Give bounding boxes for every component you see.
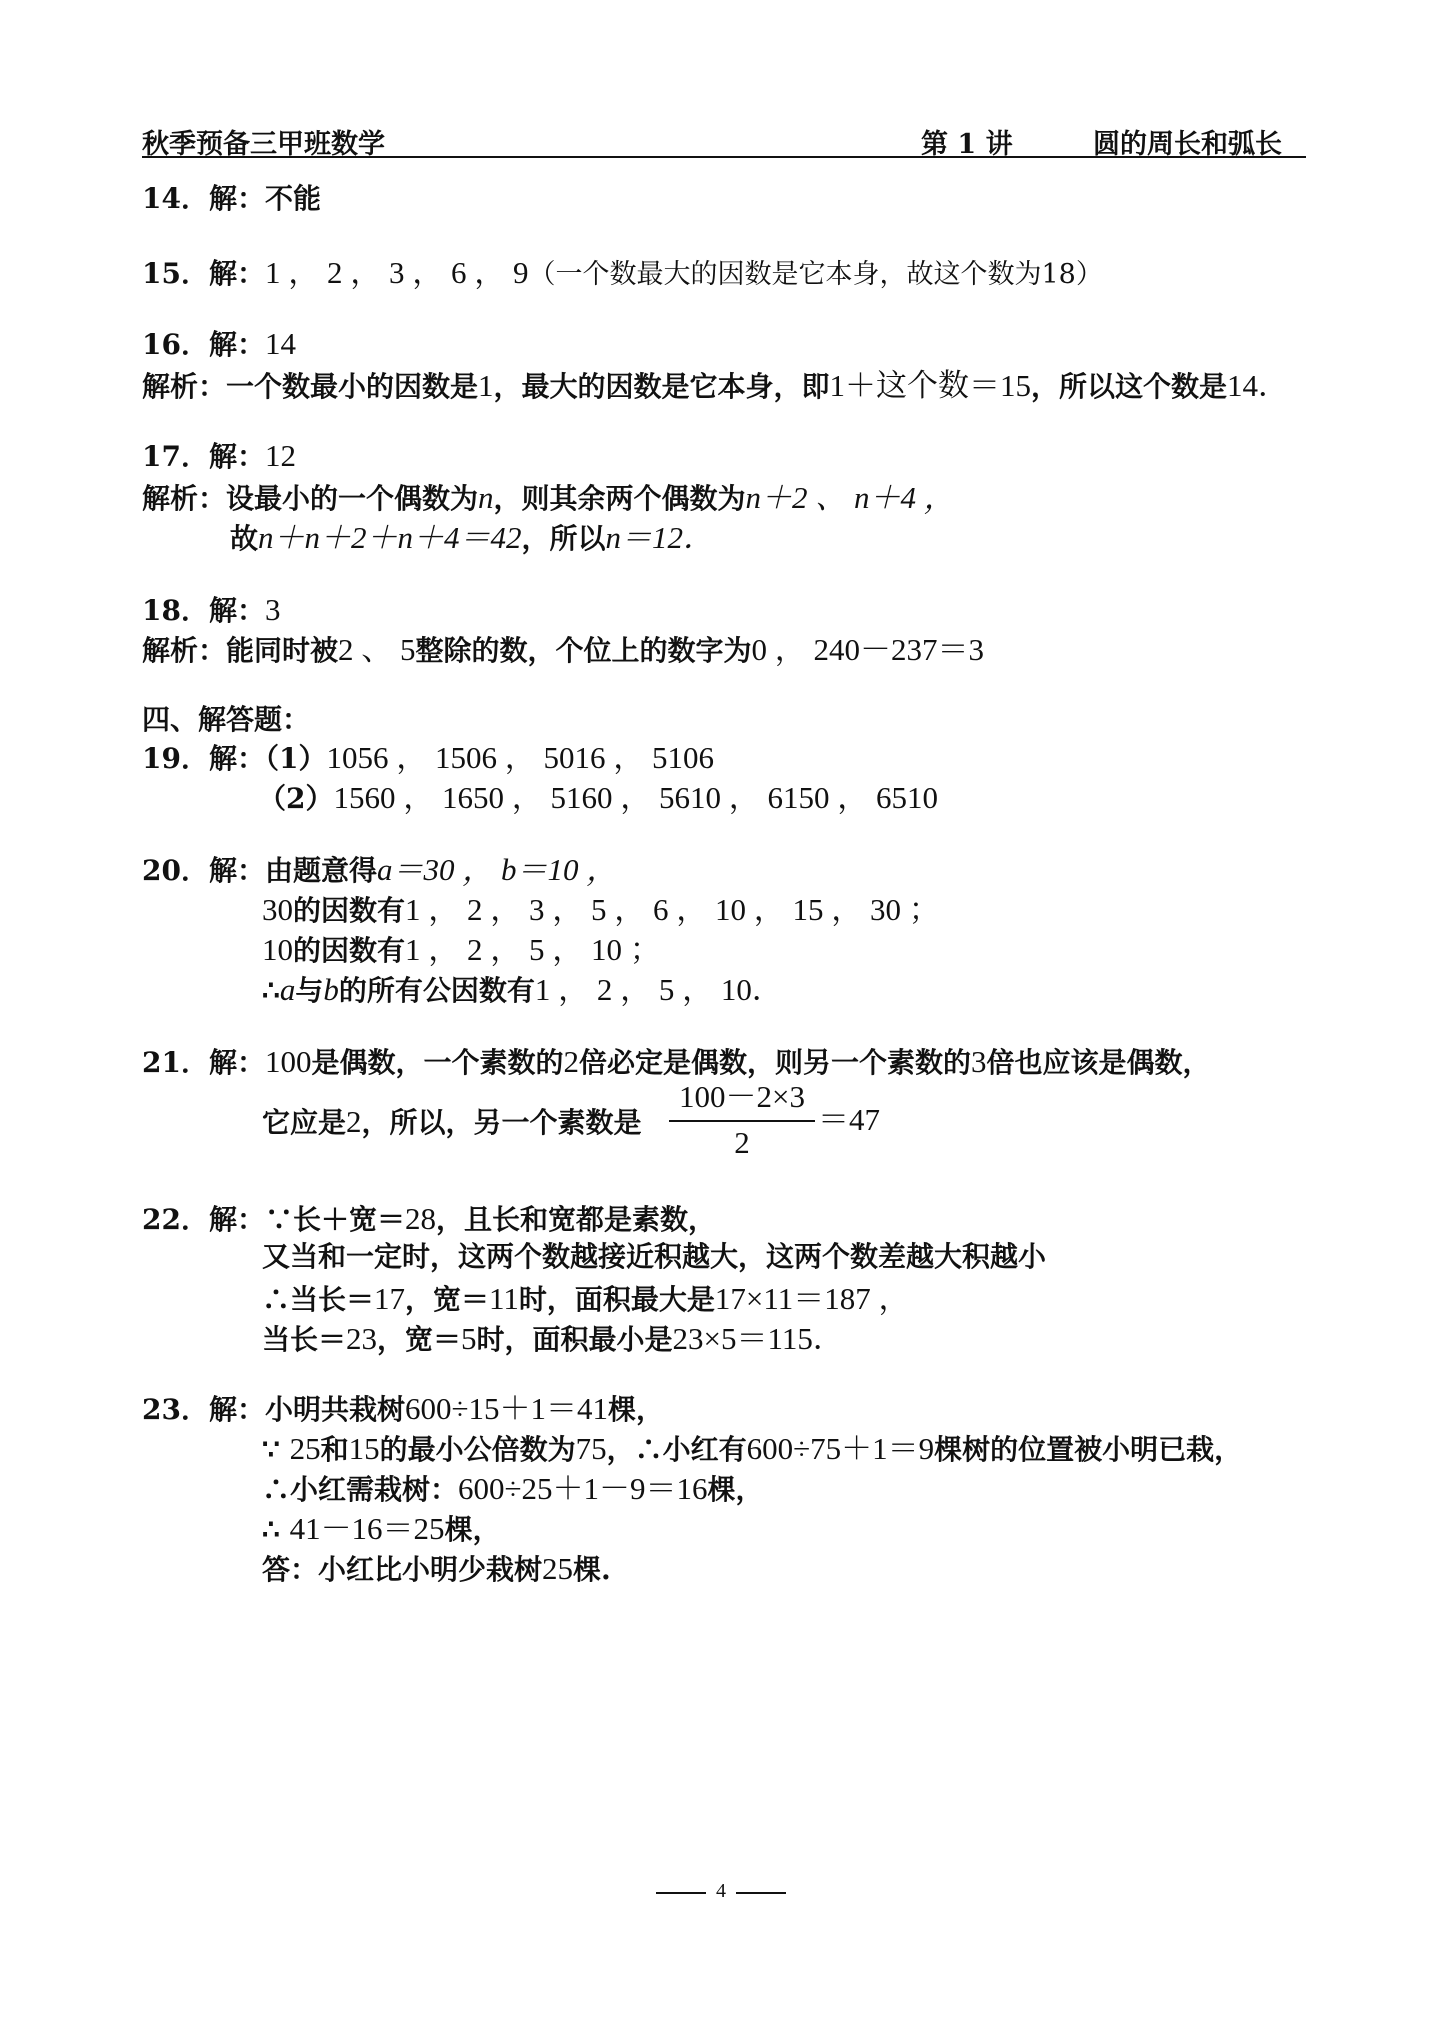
q14: [142, 182, 321, 215]
q18-analysis: [142, 634, 984, 665]
q15-jie: 解：: [208, 257, 265, 290]
q22-l1-num: 28: [405, 1201, 436, 1236]
q22-l4-num-2: 5: [461, 1321, 477, 1356]
q14-answer: 不能: [264, 182, 321, 215]
q21-fraction: [669, 1080, 815, 1160]
q16-analysis-text-2: ，最大的因数是它本身，即: [493, 370, 830, 403]
q20-line3: [262, 934, 661, 965]
q20-jie: 解：: [208, 854, 265, 887]
q22-l4-math: 23×5＝115．: [672, 1321, 844, 1356]
q22-line1: [142, 1203, 716, 1234]
q19-line2: [258, 782, 938, 813]
q21-fraction-result: ＝47: [818, 1102, 880, 1137]
q20-l3-text: 的因数有: [293, 934, 406, 967]
q23-line5: [262, 1553, 611, 1584]
q20-line1: [142, 854, 617, 885]
q22-l3-num-2: 11: [489, 1281, 519, 1316]
q22-l4-num-1: 23: [346, 1321, 378, 1356]
q21-l2-text-1: 它应是: [262, 1106, 347, 1139]
q23-l2-text-2: 的最小公倍数为: [379, 1433, 576, 1466]
q14-number: 14．: [142, 182, 209, 215]
q21-l1-text-2: 倍必定是偶数，则另一个素数的: [579, 1046, 972, 1079]
q23-l1-math: 600÷15＋1＝41: [405, 1391, 609, 1426]
q19-line1: [142, 742, 714, 773]
q17-analysis-line1: [142, 482, 955, 513]
q21-l2-text-2: ，所以，另一个素数是: [361, 1106, 642, 1139]
q19-jie: 解：: [208, 742, 265, 775]
q22-line4: [262, 1323, 844, 1354]
q21-number: 21．: [142, 1046, 209, 1079]
q23-l1-text-2: 棵，: [608, 1393, 665, 1426]
q21-jie: 解：: [208, 1046, 265, 1079]
q22-number: 22．: [142, 1203, 209, 1236]
q16-analysis: [142, 370, 1289, 401]
q14-jie: 解：: [208, 182, 265, 215]
q17-l2-text-2: ，所以: [521, 522, 606, 555]
header-lecture: 第 1 讲: [921, 129, 1013, 160]
q23-l2-num-1: 25: [289, 1431, 321, 1466]
q23-line4: [262, 1513, 501, 1544]
q21-fraction-bar: [669, 1120, 815, 1122]
q21-l1-num-1: 100: [264, 1044, 312, 1079]
q22-line2: 又当和一定时，这两个数越接近积越大，这两个数差越大积越小: [262, 1240, 1047, 1273]
q22-l3-num-1: 17: [374, 1281, 406, 1316]
q23-l3-text-1: ∴小红需栽树：: [262, 1473, 459, 1506]
q23-l4-therefore: ∴: [262, 1513, 290, 1546]
q21-l1-text-3: 倍也应该是偶数，: [986, 1046, 1211, 1079]
q21-l1-num-3: 3: [971, 1044, 987, 1079]
q20-l2-num: 30: [262, 892, 293, 927]
q22-l1-text-2: ，且长和宽都是素数，: [436, 1203, 717, 1236]
q17-l1-math: n＋2 、 n＋4 ，: [745, 480, 955, 515]
q18-answer: 3: [264, 592, 281, 627]
q22-l1-text-1: ∵长＋宽＝: [264, 1203, 405, 1236]
q23-l2-num-3: 75: [575, 1431, 607, 1466]
q23-line1: [142, 1393, 664, 1424]
q15-note: （一个数最大的因数是它本身，故这个数为18）: [528, 259, 1103, 290]
q19-part2-label: （2）: [258, 782, 334, 815]
q23-l2-because: ∵: [262, 1433, 290, 1466]
q21-line1: [142, 1046, 1211, 1077]
q21-fraction-denominator: 2: [734, 1125, 750, 1160]
q23-l3-math: 600÷25＋1－9＝16: [458, 1471, 708, 1506]
q18-jie: 解：: [208, 594, 265, 627]
q20-line2: [262, 894, 940, 925]
q18-analysis-text-2: 整除的数，个位上的数字为: [415, 634, 752, 667]
q17-number: 17．: [142, 440, 209, 473]
q17-answer: 12: [264, 438, 296, 473]
q21-fraction-numerator: 100－2×3: [679, 1079, 805, 1114]
q20-l3-list: 1 ， 2 ， 5 ， 10 ；: [405, 932, 661, 967]
q17-l1-var-n: n: [478, 480, 494, 515]
q20-line4: [262, 974, 783, 1005]
q23-l1-text-1: 小明共栽树: [264, 1393, 405, 1426]
q16-title: [142, 328, 296, 359]
q18-number: 18．: [142, 594, 209, 627]
q23-l3-text-2: 棵，: [707, 1473, 764, 1506]
footer-dash-right: [736, 1892, 786, 1894]
q23-l4-text: 棵，: [444, 1513, 501, 1546]
q21-l1-text-1: 是偶数，一个素数的: [311, 1046, 564, 1079]
q23-l2-text-1: 和: [320, 1433, 349, 1466]
q16-analysis-text-3: ，所以这个数是: [1031, 370, 1228, 403]
q23-l5-text-1: 答：小红比小明少栽树: [262, 1553, 543, 1586]
q22-line3: [262, 1283, 910, 1314]
q23-l2-text-4: 棵树的位置被小明已栽，: [934, 1433, 1243, 1466]
q18-analysis-math-2: 0 ， 240－237＝3: [751, 632, 985, 667]
q19-part1-answer: 1056 ， 1506 ， 5016 ， 5106: [326, 740, 714, 775]
q20-l1-math: a＝30 ， b＝10 ，: [377, 852, 618, 887]
q22-l3-text-2: ，宽＝: [405, 1283, 490, 1316]
q20-l3-num: 10: [262, 932, 293, 967]
q17-l2-math-2: n＝12．: [605, 520, 715, 555]
q18-analysis-text-1: 解析：能同时被: [142, 634, 339, 667]
q23-l5-num: 25: [542, 1551, 574, 1586]
q23-l2-num-2: 15: [348, 1431, 380, 1466]
q23-l4-math: 41－16＝25: [289, 1511, 445, 1546]
q23-line2: [262, 1433, 1242, 1464]
q23-l5-text-2: 棵.: [573, 1553, 611, 1586]
q16-jie: 解：: [208, 328, 265, 361]
header-course: 秋季预备三甲班数学: [142, 129, 385, 160]
q22-l3-math: 17×11＝187 ，: [714, 1281, 910, 1316]
q20-l4-list: 1 ， 2 ， 5 ， 10．: [534, 972, 783, 1007]
q16-analysis-math-1: 1: [478, 368, 494, 403]
q20-number: 20．: [142, 854, 209, 887]
q17-l2-text-1: 故: [230, 522, 259, 555]
q16-analysis-math-3: 14．: [1227, 368, 1290, 403]
page-number: 4: [716, 1880, 726, 1902]
q18-analysis-math-1: 2 、 5: [338, 632, 416, 667]
q21-l1-num-2: 2: [563, 1044, 579, 1079]
q19-part2-answer: 1560 ， 1650 ， 5160 ， 5610 ， 6150 ， 6510: [333, 780, 938, 815]
q17-l1-text-1: 解析：设最小的一个偶数为: [142, 482, 479, 515]
q16-analysis-math-2: 1＋这个数＝15: [829, 368, 1032, 403]
q15-answer: 1 ， 2 ， 3 ， 6 ， 9: [264, 255, 529, 290]
q23-number: 23．: [142, 1393, 209, 1426]
header-rule: [142, 156, 1306, 158]
q16-answer: 14: [264, 326, 296, 361]
q20-l4-var-b: b: [323, 972, 339, 1007]
q17-analysis-line2: [230, 522, 714, 553]
q20-l4-text-2: 的所有公因数有: [338, 974, 535, 1007]
q18-title: [142, 594, 280, 625]
q22-l4-text-2: ，宽＝: [377, 1323, 462, 1356]
q22-l4-text-1: 当长＝: [262, 1323, 347, 1356]
page-footer: [656, 1880, 786, 1902]
q21-l2-num: 2: [346, 1104, 362, 1139]
q22-l3-text-1: ∴当长＝: [262, 1283, 375, 1316]
q17-l2-math-1: n＋n＋2＋n＋4＝42: [258, 520, 522, 555]
q20-l4-therefore: ∴: [262, 974, 280, 1007]
q16-analysis-text-1: 解析：一个数最小的因数是: [142, 370, 479, 403]
q17-l1-text-2: ，则其余两个偶数为: [493, 482, 746, 515]
q20-l2-text: 的因数有: [293, 894, 406, 927]
q22-jie: 解：: [208, 1203, 265, 1236]
q23-line3: [262, 1473, 764, 1504]
q22-l4-text-3: 时，面积最小是: [476, 1323, 673, 1356]
q17-title: [142, 440, 296, 471]
q19-number: 19．: [142, 742, 209, 775]
section-heading: 四、解答题：: [142, 703, 311, 736]
q23-l2-text-3: ，∴小红有: [606, 1433, 747, 1466]
q15: [142, 257, 1103, 288]
q21-line2: [262, 1106, 642, 1137]
q15-number: 15．: [142, 257, 209, 290]
q16-number: 16．: [142, 328, 209, 361]
q20-l2-list: 1 ， 2 ， 3 ， 5 ， 6 ， 10 ， 15 ， 30 ；: [405, 892, 940, 927]
q22-l3-text-3: 时，面积最大是: [518, 1283, 715, 1316]
q20-l4-var-a: a: [279, 972, 296, 1007]
q20-l4-text-1: 与: [295, 974, 324, 1007]
header-topic: 圆的周长和弧长: [1093, 129, 1282, 160]
q19-part1-label: （1）: [264, 742, 327, 775]
q17-jie: 解：: [208, 440, 265, 473]
q23-l2-math: 600÷75＋1＝9: [746, 1431, 935, 1466]
q23-jie: 解：: [208, 1393, 265, 1426]
q20-l1-text: 由题意得: [264, 854, 377, 887]
